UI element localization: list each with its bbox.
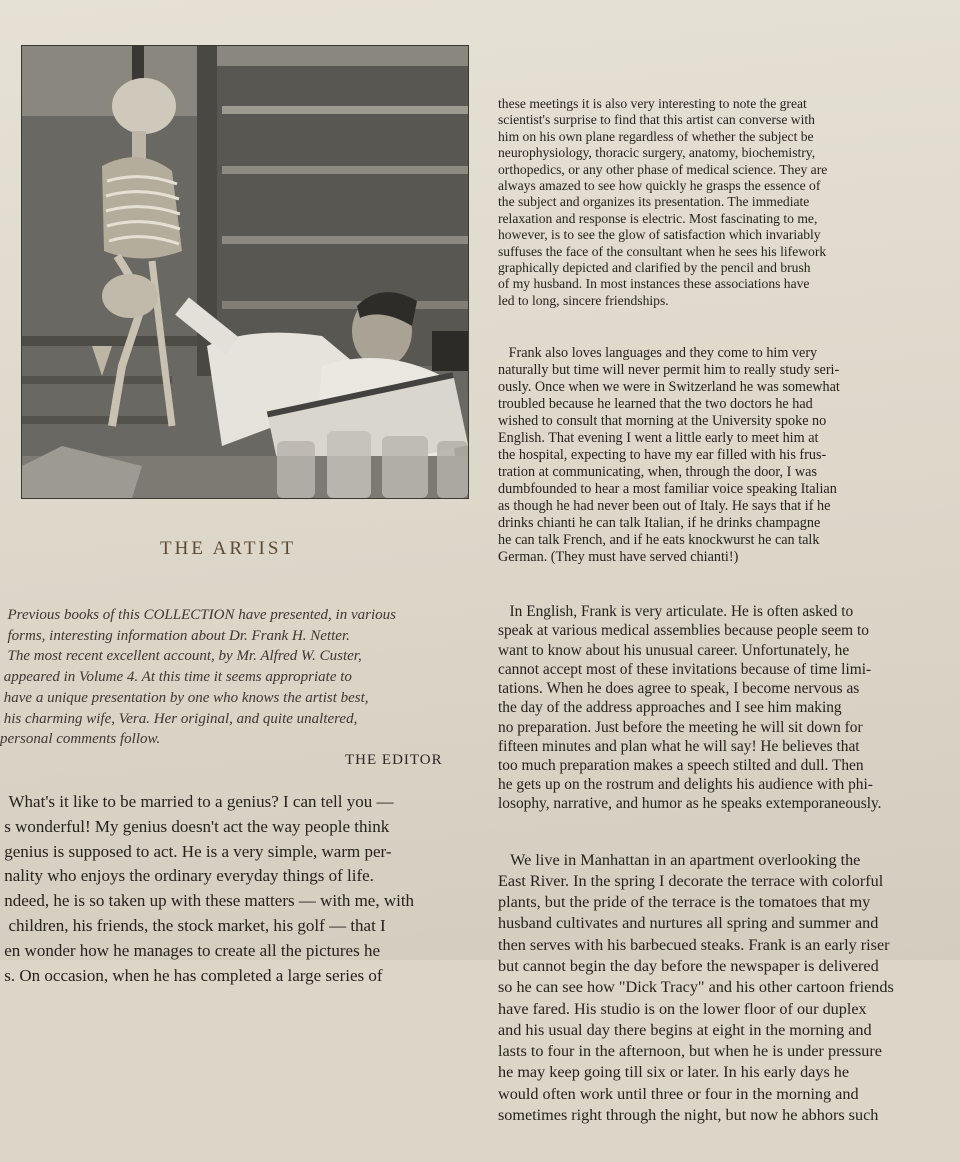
paragraph-manhattan: We live in Manhattan in an apartment overlooking the East River. In the spring I decorate the terrace with colorful plants, but the pride of the terrace is the tomatoes that my husband cultivates and nurtures all spring and summer and then serves with his barbecued steaks. Frank is an early riser but cannot begin the day before the newspaper is delivered so he can see how "Dick Tracy" and his other cartoon friends have fared. His studio is on the lower floor of our duplex and his usual day there begins at eight in the morning and lasts to four in the afternoon, but when he is under pressure he may keep going till six or later. In his early days he would often work until three or four in the morning and sometimes right through the night, but now he abhors such — [498, 850, 894, 1125]
right-column — [498, 60, 960, 1162]
article-title: THE ARTIST — [160, 538, 296, 559]
photograph-image — [22, 46, 468, 498]
paragraph-languages: Frank also loves languages and they come to him very naturally but time will never permit him to really study seri- ously. Once when we were in Switzerland he was somewhat troubled because he learned that the two doctors he had wished to consult that morning at the University spoke no English. That evening I went a little early to meet him at the hospital, expecting to have my ear filled with his frus- tration at communicating, when, through the door, I was dumbfounded to hear a most familiar voice speaking Italian as though he had never been out of Italy. He says that if he drinks chianti he can talk Italian, if he drinks champagne he can talk French, and if he eats knockwurst he can talk German. (They must have served chianti!) — [498, 345, 840, 566]
left-column-body-text: What's it like to be married to a genius? I can tell you — s wonderful! My genius doesn't act the way people think genius is supposed to act. He is a very simple, warm per- nality who enjoys the ordinary everyday things of life. ndeed, he is so taken up with these matters — with me, with children, his friends, the stock market, his golf — that I en wonder how he manages to create all the pictures he s. On occasion, when he has completed a large series of — [4, 792, 415, 985]
paragraph-speaking: In English, Frank is very articulate. He is often asked to speak at various medical assemblies because people seem to want to know about his unusual career. Unfortunately, he cannot accept most of these invitations because of time limi- tations. When he does agree to speak, I become nervous as the day of the address approaches and I see him making no preparation. Just before the meeting he will sit down for fifteen minutes and plan what he will say! He believes that too much preparation makes a speech stilted and dull. Then he gets up on the rostrum and delights his audience with phi- losophy, narrative, and humor as he speaks extemporaneously. — [498, 603, 882, 813]
artist-photograph — [22, 46, 468, 498]
paragraph-consultants: these meetings it is also very interesting to note the great scientist's surprise to find that this artist can converse with him on his own plane regardless of whether the subject be neurophysiology, thoracic surgery, anatomy, biochemistry, orthopedics, or any other phase of medical science. They are always amazed to see how quickly he grasps the essence of the subject and organizes its presentation. The immediate relaxation and response is electric. Most fascinating to me, however, is to see the glow of satisfaction which invariably suffuses the face of the consultant when he sees his lifework graphically depicted and clarified by the pencil and brush of my husband. In most instances these associations have led to long, sincere friendships. — [498, 96, 828, 308]
editor-introduction: Previous books of this COLLECTION have presented, in various forms, interesting information about Dr. Frank H. Netter. The most recent excellent account, by Mr. Alfred W. Custer, appeared in Volume 4. At this time it seems appropriate to have a unique presentation by one who knows the artist best, his charming wife, Vera. Her original, and quite unaltered, personal comments follow. — [0, 607, 396, 748]
editor-signature: THE EDITOR — [345, 752, 443, 768]
